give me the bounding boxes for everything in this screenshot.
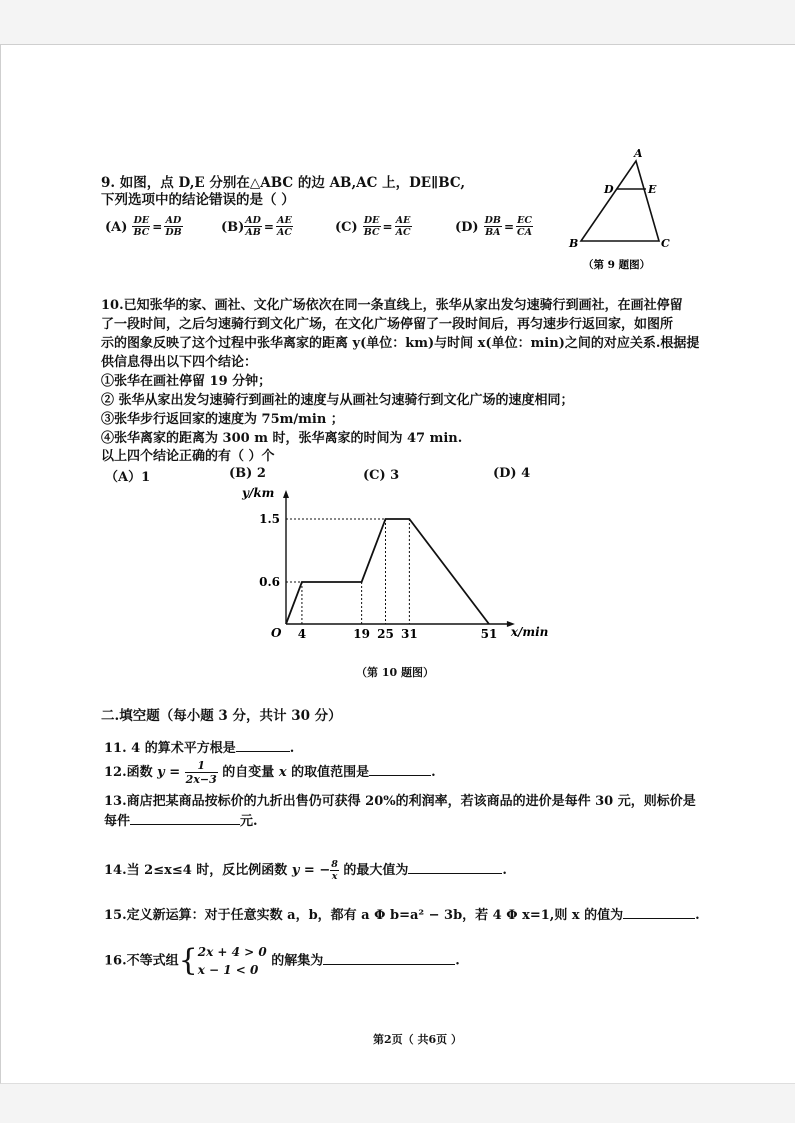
origin-label: O — [271, 626, 282, 640]
q11-text: 11. 4 的算术平方根是 — [104, 741, 236, 756]
vertex-b-label: B — [569, 237, 579, 250]
series-line — [286, 519, 489, 624]
q10-prompt: 以上四个结论正确的有（ ）个 — [101, 449, 275, 464]
brace-symbol: { — [178, 943, 198, 978]
x-tick-label: 51 — [480, 627, 498, 641]
y-axis-arrow — [283, 490, 289, 498]
q15-text: 15.定义新运算：对于任意实数 a，b，都有 a Φ b=a² − 3b，若 4 Φ x=1,则 x 的值为 — [104, 908, 624, 923]
fraction: $\frac{AE}{AC}$ — [276, 215, 292, 238]
y-axis-label: y/km — [242, 486, 275, 500]
q14-fraction: $\frac{8}{x}$ — [331, 859, 338, 882]
q9-figure-caption: （第 9 题图） — [583, 259, 651, 271]
x-axis-label: x/min — [510, 625, 549, 639]
q14: 14.当 2≤x≤4 时，反比例函数 y = − $\frac{8}{x}$ 的最大值为 . — [104, 859, 507, 882]
q9-option-label: (A) — [105, 220, 128, 235]
q10-option-d[interactable]: (D) 4 — [493, 466, 531, 481]
q10-distance-time-graph — [236, 486, 556, 657]
q13-line1: 13.商店把某商品按标价的九折出售仍可获得 20%的利润率，若该商品的进价是每件 30 元，则标价是 — [104, 794, 696, 809]
vertex-a-label: A — [634, 147, 643, 160]
q12-answer-blank[interactable] — [369, 763, 431, 776]
vertex-d-label: D — [604, 183, 614, 196]
x-tick-label: 19 — [353, 627, 370, 641]
q10-conclusion-3: ③张华步行返回家的速度为 75m/min ； — [101, 412, 344, 427]
q16-inequality-system: 2x + 4 > 0 x − 1 < 0 — [197, 945, 267, 977]
vertex-e-label: E — [648, 183, 657, 196]
triangle-abc — [581, 161, 659, 241]
x-tick-label: 25 — [377, 627, 394, 641]
q10-line-4: 供信息得出以下四个结论： — [101, 355, 258, 370]
q10-conclusion-1: ①张华在画社停留 19 分钟； — [101, 374, 272, 389]
q14-answer-blank[interactable] — [408, 861, 502, 874]
q10-option-c[interactable]: (C) 3 — [363, 468, 400, 483]
q10-line-2: 了一段时间，之后匀速骑行到文化广场，在文化广场停留了一段时间后，再匀速步行返回家，如图所 — [101, 317, 674, 332]
q9-option-a[interactable]: (A) $\frac{DE}{BC}$ = $\frac{AD}{DB}$ — [105, 215, 182, 238]
q16: 16.不等式组{ 2x + 4 > 0 x − 1 < 0 的解集为 . — [104, 943, 460, 978]
q12-fraction: $\frac{1}{2x-3}$ — [185, 759, 217, 786]
q9-option-label: (D) — [455, 220, 479, 235]
q10-conclusion-2: ② 张华从家出发匀速骑行到画社的速度与从画社匀速骑行到文化广场的速度相同； — [101, 393, 574, 408]
q11: 11. 4 的算术平方根是 . — [104, 741, 295, 756]
q9-option-b[interactable]: (B) $\frac{AD}{AB}$ = $\frac{AE}{AC}$ — [221, 215, 292, 238]
fraction: $\frac{AD}{DB}$ — [165, 215, 182, 238]
q9-line1: 9. 如图，点 D,E 分别在△ABC 的边 AB,AC 上，DE∥BC, — [101, 175, 466, 191]
x-tick-label: 4 — [297, 627, 307, 641]
fraction: $\frac{DE}{BC}$ — [133, 215, 150, 238]
exam-page — [0, 44, 795, 1084]
q10-figure-caption: （第 10 题图） — [356, 666, 434, 679]
q15-answer-blank[interactable] — [623, 906, 695, 919]
page-footer: 第2页（ 共6页 ） — [373, 1033, 462, 1046]
q10-option-a[interactable]: （A）1 — [105, 470, 151, 485]
q10-line-1: 10.已知张华的家、画社、文化广场依次在同一条直线上，张华从家出发匀速骑行到画社，在画社停留 — [101, 298, 683, 313]
fraction: $\frac{EC}{CA}$ — [517, 215, 532, 238]
q12: 12.函数 y = $\frac{1}{2x-3}$ 的自变量 x 的取值范围是 . — [104, 759, 436, 786]
fraction: $\frac{DB}{BA}$ — [484, 215, 501, 238]
fraction: $\frac{AE}{AC}$ — [395, 215, 411, 238]
q9-option-label: (B) — [221, 220, 245, 235]
q10-line-3: 示的图象反映了这个过程中张华离家的距离 y(单位：km)与时间 x(单位：min)之间的对应关系.根据提 — [101, 336, 700, 351]
fraction: $\frac{AD}{AB}$ — [245, 215, 261, 238]
y-tick-label: 0.6 — [259, 575, 280, 589]
q11-answer-blank[interactable] — [236, 739, 290, 752]
vertex-c-label: C — [661, 237, 670, 250]
q16-answer-blank[interactable] — [323, 952, 455, 965]
x-tick-label: 31 — [401, 627, 418, 641]
y-tick-label: 1.5 — [259, 512, 280, 526]
q9-triangle-figure — [561, 143, 681, 303]
q15: 15.定义新运算：对于任意实数 a，b，都有 a Φ b=a² − 3b，若 4 Φ x=1,则 x 的值为 . — [104, 908, 700, 923]
q12-func: y = — [157, 765, 181, 780]
q10-option-b[interactable]: (B) 2 — [229, 466, 266, 481]
q12-prefix: 12.函数 — [104, 765, 153, 780]
q13-line2: 每件 元. — [104, 814, 258, 829]
section-2-title: 二.填空题（每小题 3 分，共计 30 分） — [101, 708, 342, 724]
fraction: $\frac{DE}{BC}$ — [363, 215, 380, 238]
q13-answer-blank[interactable] — [130, 812, 240, 825]
q9-option-label: (C) — [335, 220, 358, 235]
q10-conclusion-4: ④张华离家的距离为 300 m 时，张华离家的时间为 47 min. — [101, 431, 463, 446]
q9-option-c[interactable]: (C) $\frac{DE}{BC}$ = $\frac{AE}{AC}$ — [335, 215, 411, 238]
q9-line2: 下列选项中的结论错误的是（ ） — [101, 192, 295, 208]
q9-option-d[interactable]: (D) $\frac{DB}{BA}$ = $\frac{EC}{CA}$ — [455, 215, 532, 238]
